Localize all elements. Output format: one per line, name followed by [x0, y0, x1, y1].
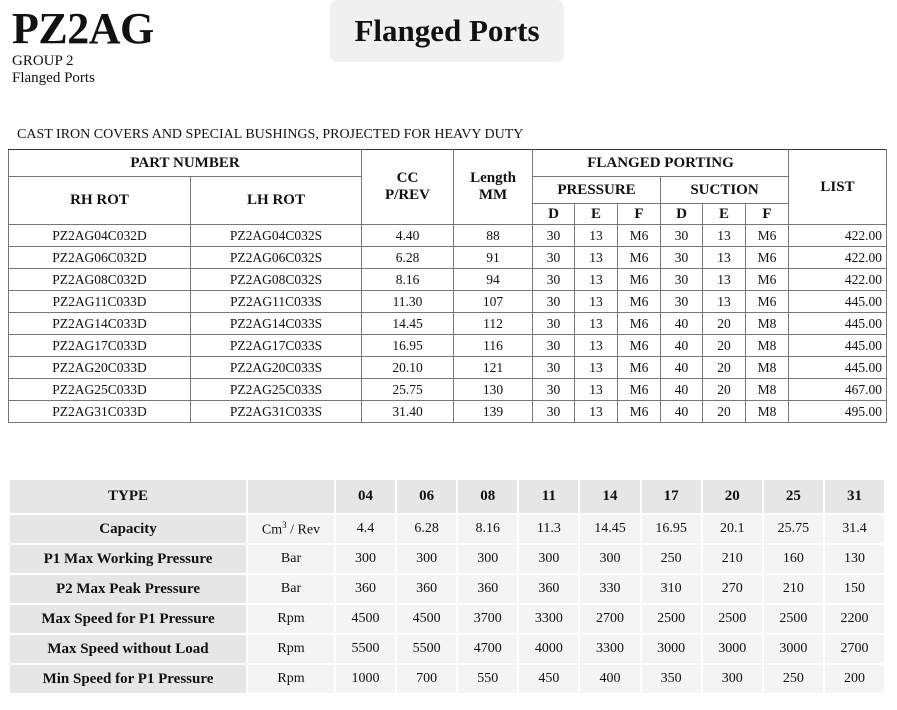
suction-e-cell: 20: [703, 401, 746, 423]
suction-f-cell: M8: [746, 379, 789, 401]
spec-value-cell: 130: [825, 545, 884, 573]
spec-row: [10, 575, 884, 603]
cc-rev-cell: 4.40: [362, 225, 454, 247]
unit-text: Bar: [280, 581, 302, 596]
pressure-e-header: E: [575, 204, 618, 225]
spec-value-cell: 360: [458, 575, 517, 603]
type-code-header: 11: [519, 480, 578, 513]
group-number: GROUP 2: [12, 53, 74, 69]
length-cell: 107: [454, 291, 533, 313]
lh-rot-cell: PZ2AG20C033S: [191, 357, 362, 379]
spec-row-label: P2 Max Peak Pressure: [10, 575, 246, 603]
spec-value-cell: 210: [703, 545, 762, 573]
spec-value-cell: 550: [458, 665, 517, 693]
suction-d-header: D: [661, 204, 703, 225]
pressure-f-cell: M6: [618, 335, 661, 357]
pressure-f-cell: M6: [618, 357, 661, 379]
lh-rot-cell: PZ2AG31C033S: [191, 401, 362, 423]
spec-row-label: P1 Max Working Pressure: [10, 545, 246, 573]
table-row: [9, 291, 887, 313]
spec-value-cell: 4000: [519, 635, 578, 663]
suction-e-cell: 13: [703, 291, 746, 313]
cc-rev-cell: 14.45: [362, 313, 454, 335]
spec-row: [10, 605, 884, 633]
length-cell: 112: [454, 313, 533, 335]
spec-row-label: Max Speed without Load: [10, 635, 246, 663]
spec-value-cell: 360: [397, 575, 456, 603]
pressure-d-cell: 30: [533, 335, 575, 357]
lh-rot-cell: PZ2AG17C033S: [191, 335, 362, 357]
section-badge: Flanged Ports: [330, 0, 564, 62]
spec-value-cell: 210: [764, 575, 823, 603]
cc-rev-cell: 25.75: [362, 379, 454, 401]
pressure-f-cell: M6: [618, 247, 661, 269]
spec-row: [10, 515, 884, 543]
spec-value-cell: 360: [336, 575, 395, 603]
lh-rot-cell: PZ2AG11C033S: [191, 291, 362, 313]
spec-value-cell: 2500: [703, 605, 762, 633]
table-row: [9, 269, 887, 291]
list-header: LIST: [789, 150, 887, 225]
list-price-cell: 445.00: [789, 313, 887, 335]
length-cell: 139: [454, 401, 533, 423]
spec-row: [10, 545, 884, 573]
unit-text: Rpm: [277, 611, 305, 626]
spec-value-cell: 14.45: [580, 515, 639, 543]
cc-rev-cell: 20.10: [362, 357, 454, 379]
group-label: [12, 53, 95, 87]
pressure-e-cell: 13: [575, 247, 618, 269]
pressure-e-cell: 13: [575, 291, 618, 313]
cc-rev-header-label: CC P/REV: [385, 170, 430, 203]
suction-d-cell: 40: [661, 335, 703, 357]
suction-e-cell: 20: [703, 335, 746, 357]
spec-value-cell: 20.1: [703, 515, 762, 543]
spec-value-cell: 11.3: [519, 515, 578, 543]
cc-rev-cell: 8.16: [362, 269, 454, 291]
suction-d-cell: 40: [661, 357, 703, 379]
suction-d-cell: 30: [661, 291, 703, 313]
pressure-f-cell: M6: [618, 225, 661, 247]
type-header: TYPE: [10, 480, 246, 513]
rh-rot-cell: PZ2AG20C033D: [9, 357, 191, 379]
spec-value-cell: 300: [580, 545, 639, 573]
spec-row-unit: [248, 545, 334, 573]
parts-table-body: [9, 225, 887, 423]
cc-rev-cell: 11.30: [362, 291, 454, 313]
rh-rot-cell: PZ2AG14C033D: [9, 313, 191, 335]
cc-rev-cell: 16.95: [362, 335, 454, 357]
cc-rev-cell: 31.40: [362, 401, 454, 423]
spec-row-unit: [248, 605, 334, 633]
suction-f-cell: M8: [746, 357, 789, 379]
spec-row-label: Min Speed for P1 Pressure: [10, 665, 246, 693]
pressure-e-cell: 13: [575, 335, 618, 357]
spec-row-unit: [248, 665, 334, 693]
table-row: [9, 335, 887, 357]
type-code-header: 04: [336, 480, 395, 513]
table-row: [9, 379, 887, 401]
rh-rot-cell: PZ2AG04C032D: [9, 225, 191, 247]
cc-rev-cell: 6.28: [362, 247, 454, 269]
spec-value-cell: 3300: [519, 605, 578, 633]
suction-f-header: F: [746, 204, 789, 225]
suction-f-cell: M6: [746, 269, 789, 291]
pressure-f-cell: M6: [618, 269, 661, 291]
spec-row-label: Max Speed for P1 Pressure: [10, 605, 246, 633]
suction-f-cell: M8: [746, 335, 789, 357]
suction-e-cell: 20: [703, 313, 746, 335]
table-row: [9, 401, 887, 423]
suction-e-cell: 13: [703, 269, 746, 291]
suction-f-cell: M6: [746, 291, 789, 313]
suction-d-cell: 30: [661, 247, 703, 269]
list-price-cell: 467.00: [789, 379, 887, 401]
spec-row: [10, 635, 884, 663]
length-cell: 88: [454, 225, 533, 247]
lh-rot-cell: PZ2AG14C033S: [191, 313, 362, 335]
unit-text: Rpm: [277, 671, 305, 686]
type-code-header: 20: [703, 480, 762, 513]
type-code-header: 17: [642, 480, 701, 513]
spec-value-cell: 3000: [642, 635, 701, 663]
suction-f-cell: M6: [746, 225, 789, 247]
list-price-cell: 422.00: [789, 247, 887, 269]
suction-f-cell: M8: [746, 313, 789, 335]
spec-row-unit: [248, 515, 334, 543]
parts-table: [8, 149, 887, 423]
pressure-f-header: F: [618, 204, 661, 225]
spec-value-cell: 2500: [764, 605, 823, 633]
spec-value-cell: 330: [580, 575, 639, 603]
spec-value-cell: 300: [397, 545, 456, 573]
pressure-e-cell: 13: [575, 379, 618, 401]
lh-rot-header: LH ROT: [191, 177, 362, 225]
list-price-cell: 445.00: [789, 291, 887, 313]
unit-text: Cm: [261, 522, 283, 538]
spec-value-cell: 300: [336, 545, 395, 573]
table-row: [9, 247, 887, 269]
spec-value-cell: 25.75: [764, 515, 823, 543]
spec-value-cell: 5500: [336, 635, 395, 663]
table-row: [9, 357, 887, 379]
lh-rot-cell: PZ2AG08C032S: [191, 269, 362, 291]
pressure-d-cell: 30: [533, 379, 575, 401]
suction-e-cell: 20: [703, 357, 746, 379]
suction-d-cell: 40: [661, 401, 703, 423]
group-subtitle: Flanged Ports: [12, 70, 95, 86]
list-price-cell: 422.00: [789, 225, 887, 247]
flanged-porting-header: FLANGED PORTING: [533, 150, 789, 177]
spec-value-cell: 270: [703, 575, 762, 603]
spec-header-row: [10, 480, 884, 513]
suction-e-cell: 13: [703, 247, 746, 269]
suction-d-cell: 30: [661, 269, 703, 291]
pressure-d-cell: 30: [533, 291, 575, 313]
pressure-e-cell: 13: [575, 357, 618, 379]
rh-rot-cell: PZ2AG17C033D: [9, 335, 191, 357]
type-code-header: 14: [580, 480, 639, 513]
type-code-header: 31: [825, 480, 884, 513]
pressure-header: PRESSURE: [533, 177, 661, 204]
rh-rot-cell: PZ2AG06C032D: [9, 247, 191, 269]
suction-d-cell: 40: [661, 313, 703, 335]
spec-value-cell: 4500: [397, 605, 456, 633]
spec-value-cell: 700: [397, 665, 456, 693]
length-cell: 94: [454, 269, 533, 291]
list-price-cell: 422.00: [789, 269, 887, 291]
suction-e-header: E: [703, 204, 746, 225]
rh-rot-cell: PZ2AG31C033D: [9, 401, 191, 423]
spec-value-cell: 1000: [336, 665, 395, 693]
spec-row-unit: [248, 635, 334, 663]
spec-value-cell: 31.4: [825, 515, 884, 543]
pressure-f-cell: M6: [618, 401, 661, 423]
lh-rot-cell: PZ2AG04C032S: [191, 225, 362, 247]
spec-value-cell: 150: [825, 575, 884, 603]
type-code-header: 25: [764, 480, 823, 513]
table-subtitle: CAST IRON COVERS AND SPECIAL BUSHINGS, PROJECTED FOR HEAVY DUTY: [17, 127, 524, 142]
type-code-header: 08: [458, 480, 517, 513]
list-price-cell: 495.00: [789, 401, 887, 423]
length-cell: 130: [454, 379, 533, 401]
spec-value-cell: 3000: [764, 635, 823, 663]
rh-rot-cell: PZ2AG25C033D: [9, 379, 191, 401]
list-price-cell: 445.00: [789, 357, 887, 379]
pressure-d-header: D: [533, 204, 575, 225]
spec-value-cell: 350: [642, 665, 701, 693]
spec-value-cell: 3700: [458, 605, 517, 633]
spec-value-cell: 3300: [580, 635, 639, 663]
spec-value-cell: 2200: [825, 605, 884, 633]
unit-superscript: 3: [282, 519, 287, 530]
spec-value-cell: 3000: [703, 635, 762, 663]
spec-value-cell: 2500: [642, 605, 701, 633]
spec-value-cell: 4500: [336, 605, 395, 633]
spec-value-cell: 310: [642, 575, 701, 603]
suction-e-cell: 13: [703, 225, 746, 247]
length-cell: 121: [454, 357, 533, 379]
suction-e-cell: 20: [703, 379, 746, 401]
type-code-header: 06: [397, 480, 456, 513]
lh-rot-cell: PZ2AG25C033S: [191, 379, 362, 401]
page-title: PZ2AG: [12, 4, 154, 53]
pressure-e-cell: 13: [575, 269, 618, 291]
rh-rot-cell: PZ2AG11C033D: [9, 291, 191, 313]
rh-rot-header: RH ROT: [9, 177, 191, 225]
spec-value-cell: 4.4: [336, 515, 395, 543]
length-header-label: Length MM: [470, 170, 516, 203]
spec-value-cell: 6.28: [397, 515, 456, 543]
suction-f-cell: M8: [746, 401, 789, 423]
table-row: [9, 313, 887, 335]
spec-row-label: Capacity: [10, 515, 246, 543]
pressure-e-cell: 13: [575, 313, 618, 335]
list-price-cell: 445.00: [789, 335, 887, 357]
suction-d-cell: 40: [661, 379, 703, 401]
pressure-d-cell: 30: [533, 357, 575, 379]
spec-value-cell: 300: [519, 545, 578, 573]
spec-value-cell: 250: [642, 545, 701, 573]
spec-value-cell: 360: [519, 575, 578, 603]
suction-f-cell: M6: [746, 247, 789, 269]
table-row: [9, 225, 887, 247]
lh-rot-cell: PZ2AG06C032S: [191, 247, 362, 269]
length-cell: 91: [454, 247, 533, 269]
pressure-f-cell: M6: [618, 313, 661, 335]
pressure-d-cell: 30: [533, 247, 575, 269]
unit-text: Rpm: [277, 641, 305, 656]
spec-table-body: [10, 480, 884, 693]
pressure-d-cell: 30: [533, 269, 575, 291]
pressure-f-cell: M6: [618, 379, 661, 401]
suction-header: SUCTION: [661, 177, 789, 204]
spec-value-cell: 2700: [825, 635, 884, 663]
cc-rev-header: [362, 150, 454, 225]
length-header: [454, 150, 533, 225]
spec-value-cell: 160: [764, 545, 823, 573]
spec-value-cell: 4700: [458, 635, 517, 663]
unit-text: Bar: [280, 551, 302, 566]
pressure-e-cell: 13: [575, 401, 618, 423]
spec-value-cell: 16.95: [642, 515, 701, 543]
spec-value-cell: 5500: [397, 635, 456, 663]
unit-tail: / Rev: [286, 522, 321, 538]
spec-row-unit: [248, 575, 334, 603]
spec-value-cell: 2700: [580, 605, 639, 633]
rh-rot-cell: PZ2AG08C032D: [9, 269, 191, 291]
spec-value-cell: 250: [764, 665, 823, 693]
pressure-d-cell: 30: [533, 313, 575, 335]
spec-value-cell: 200: [825, 665, 884, 693]
pressure-d-cell: 30: [533, 225, 575, 247]
spec-row: [10, 665, 884, 693]
pressure-f-cell: M6: [618, 291, 661, 313]
spec-value-cell: 450: [519, 665, 578, 693]
pressure-d-cell: 30: [533, 401, 575, 423]
length-cell: 116: [454, 335, 533, 357]
pressure-e-cell: 13: [575, 225, 618, 247]
spec-value-cell: 300: [458, 545, 517, 573]
spec-table: [8, 478, 886, 695]
unit-header: [248, 480, 334, 513]
spec-value-cell: 8.16: [458, 515, 517, 543]
spec-value-cell: 400: [580, 665, 639, 693]
suction-d-cell: 30: [661, 225, 703, 247]
spec-value-cell: 300: [703, 665, 762, 693]
part-number-header: PART NUMBER: [9, 150, 362, 177]
